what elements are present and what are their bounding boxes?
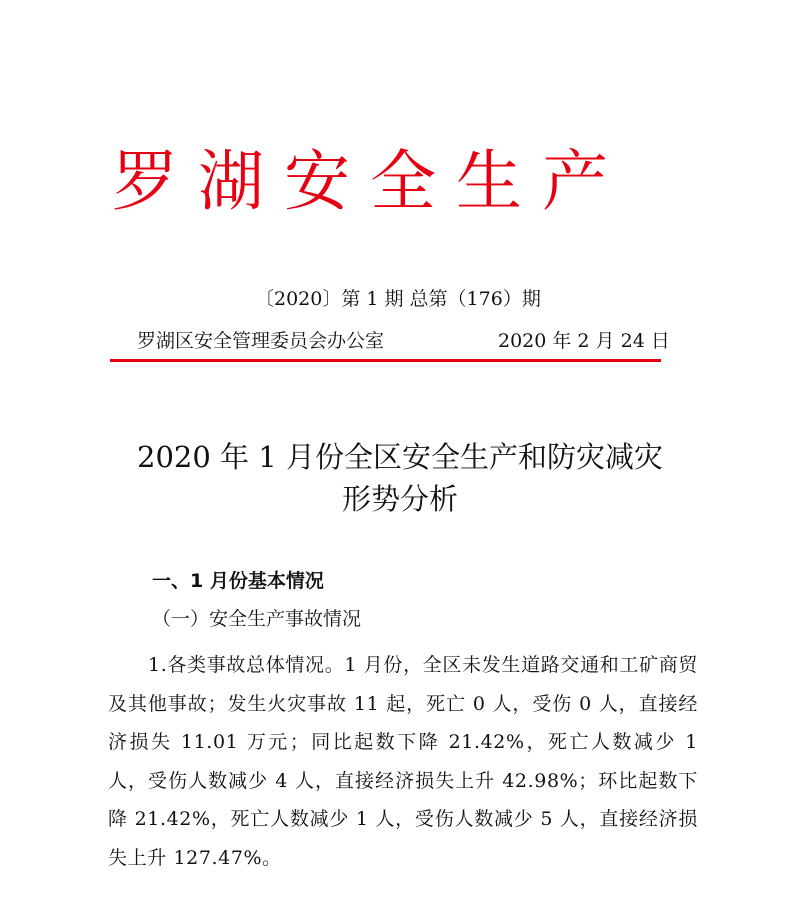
masthead-title: 罗湖安全生产 [112,143,628,220]
document-title-line-2: 形势分析 [341,482,458,516]
body-paragraph: 1.各类事故总体情况。1 月份，全区未发生道路交通和工矿商贸及其他事故；发生火灾事故 11 起，死亡 0 人，受伤 0 人，直接经济损失 11.01 万元；同比起数下降 21.42%，死亡人数减少 1 人，受伤人数减少 4 人，直接经济损失上升 42.98%；环比起数下降 21.42%，死亡人数减少 1 人，受伤人数减少 5 人，直接经济损失上升 127.47%。 [108,654,698,869]
section-heading: 一、1 月份基本情况 [152,570,324,592]
document-title-line-1: 2020 年 1 月份全区安全生产和防灾减灾 [137,440,663,474]
issuing-office: 罗湖区安全管理委员会办公室 [137,330,385,352]
document-title [100,436,700,520]
issue-date: 2020 年 2 月 24 日 [498,330,670,352]
subsection-heading: （一）安全生产事故情况 [152,608,362,630]
red-divider-line [110,359,661,362]
issue-number: 〔2020〕第 1 期 总第（176）期 [255,288,541,310]
